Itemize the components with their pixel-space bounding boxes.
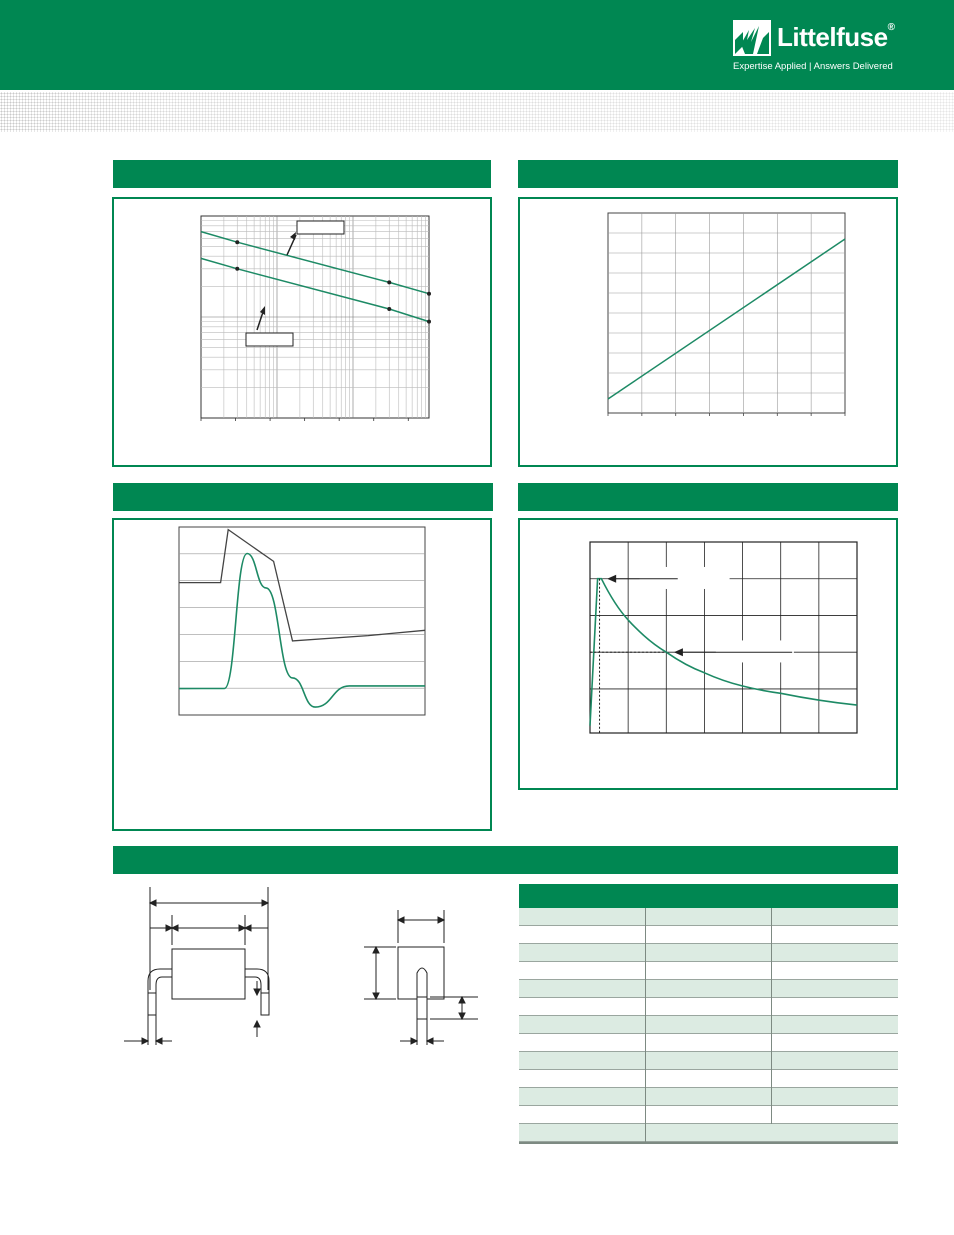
table-row [519,1052,898,1070]
annotation-blank-half [716,640,794,662]
table-row [519,1088,898,1106]
table-bottom-rule [519,1142,898,1144]
table-row [519,1070,898,1088]
annotation-blank-peak [640,567,730,589]
table-header [519,884,898,908]
table-row [519,980,898,998]
table-row [519,1016,898,1034]
table-column-divider [645,1124,646,1142]
table-row [519,1034,898,1052]
table-row [519,998,898,1016]
table-row [519,908,898,926]
brand-name: Littelfuse® [777,22,895,52]
table-row [519,944,898,962]
table-row [519,1106,898,1124]
table-column-divider [645,908,646,1124]
table-row [519,926,898,944]
table-row [519,962,898,980]
table-column-divider [771,908,772,1124]
component-side-view-drawing [110,885,290,1055]
table-row [519,1124,898,1142]
brand-tagline: Expertise Applied | Answers Delivered [733,61,893,72]
component-end-view-drawing [360,905,490,1055]
